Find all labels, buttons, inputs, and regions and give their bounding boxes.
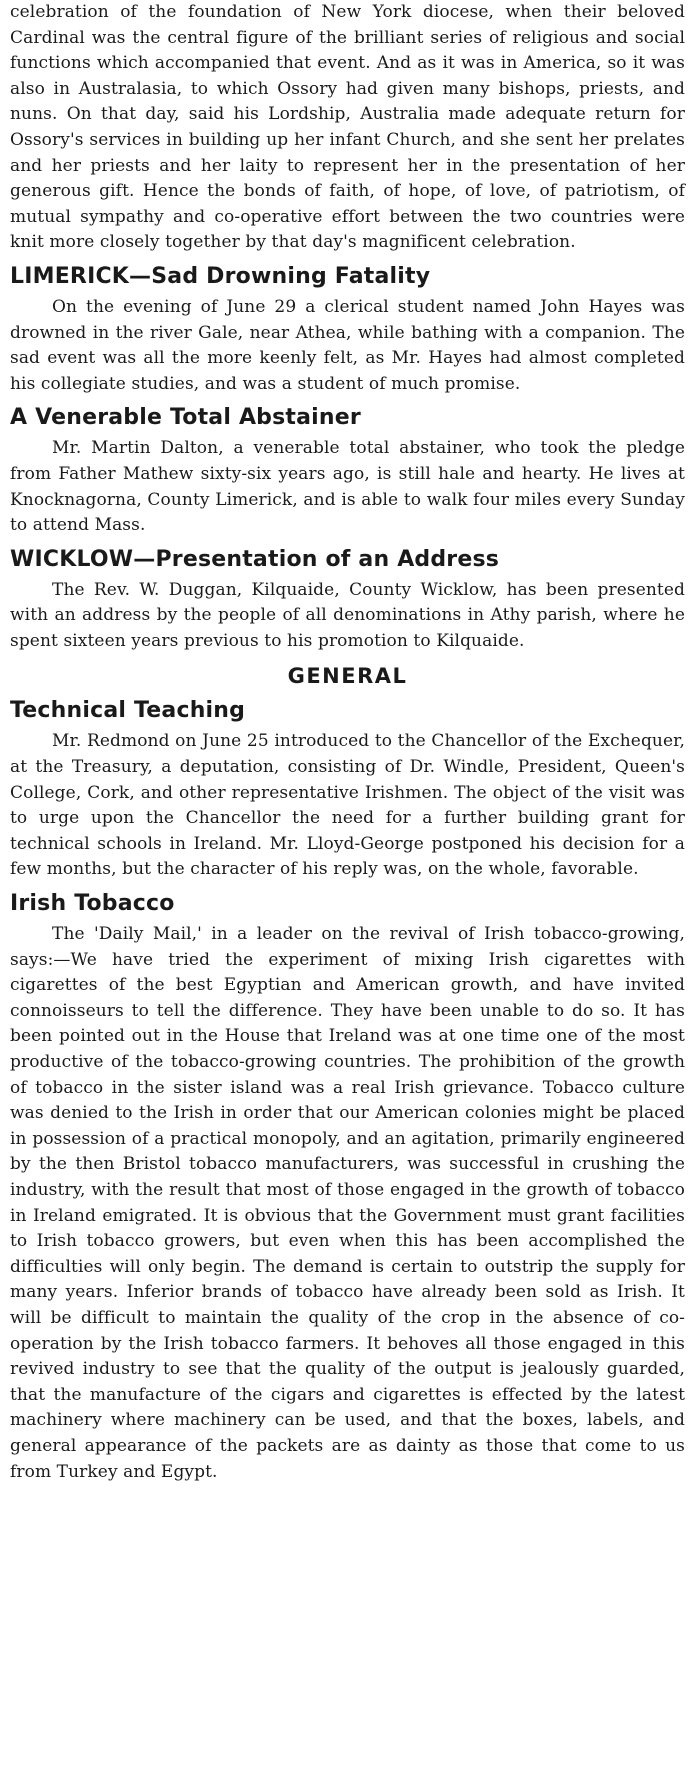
page-column <box>10 0 685 1485</box>
paragraph-technical-teaching: Mr. Redmond on June 25 introduced to the Chancellor of the Exchequer, at the Treasury, a deputation, consisting of Dr. Windle, President, Queen's College, Cork, and other representative Irishmen. The object of the visit was to urge upon the Chancellor the need for a further building grant for technical schools in Ireland. Mr. Lloyd-George postponed his decision for a few months, but the character of his reply was, on the whole, favorable. <box>10 731 685 880</box>
heading-total-abstainer: A Venerable Total Abstainer <box>10 405 361 431</box>
heading-technical-teaching: Technical Teaching <box>10 698 246 724</box>
paragraph-wicklow-address: The Rev. W. Duggan, Kilquaide, County Wicklow, has been presented with an address by the people of all denominations in Athy parish, where he spent sixteen years previous to his promotion to Kilquaide. <box>10 579 685 651</box>
paragraph-ossory-celebration: celebration of the foundation of New York diocese, when their beloved Cardinal was the central figure of the brilliant series of religious and social functions which accompanied that event. And as it was in America, so it was also in Australasia, to which Ossory had given many bishops, priests, and nuns. On that day, said his Lordship, Australia made adequate return for Ossory's services in building up her infant Church, and she sent her prelates and her priests and her laity to represent her in the presentation of her generous gift. Hence the bonds of faith, of hope, of love, of patriotism, of mutual sympathy and co-operative effort between the two countries were knit more closely together by that day's magnificent celebration. <box>10 2 685 253</box>
heading-limerick-drowning: LIMERICK—Sad Drowning Fatality <box>10 263 431 289</box>
section-heading-general: GENERAL <box>287 664 408 689</box>
paragraph-total-abstainer: Mr. Martin Dalton, a venerable total abstainer, who took the pledge from Father Mathew sixty-six years ago, is still hale and hearty. He lives at Knocknagorna, County Limerick, and is able to walk four miles every Sunday to attend Mass. <box>10 438 685 536</box>
paragraph-irish-tobacco: The 'Daily Mail,' in a leader on the revival of Irish tobacco-growing, says:—We have tried the experiment of mixing Irish cigarettes with cigarettes of the best Egyptian and American growth, and have invited connoisseurs to tell the difference. They have been unable to do so. It has been pointed out in the House that Ireland was at one time one of the most productive of the tobacco-growing countries. The prohibition of the growth of tobacco in the sister island was a real Irish grievance. Tobacco culture was denied to the Irish in order that our American colonies might be placed in possession of a practical monopoly, and an agitation, primarily engineered by the then Bristol tobacco manufacturers, was successful in crushing the industry, with the result that most of those engaged in the growth of tobacco in Ireland emigrated. It is obvious that the Government must grant facilities to Irish tobacco growers, but even when this has been accomplished the difficulties will only begin. The demand is certain to outstrip the supply for many years. Inferior brands of tobacco have already been sold as Irish. It will be difficult to maintain the quality of the crop in the absence of co-operation by the Irish tobacco farmers. It behoves all those engaged in this revived industry to see that the quality of the output is jealously guarded, that the manufacture of the cigars and cigarettes is effected by the latest machinery where machinery can be used, and that the boxes, labels, and general appearance of the packets are as dainty as those that come to us from Turkey and Egypt. <box>10 924 685 1482</box>
heading-irish-tobacco: Irish Tobacco <box>10 891 175 917</box>
heading-wicklow-address: WICKLOW—Presentation of an Address <box>10 546 500 572</box>
paragraph-limerick-drowning: On the evening of June 29 a clerical student named John Hayes was drowned in the river Gale, near Athea, while bathing with a companion. The sad event was all the more keenly felt, as Mr. Hayes had almost completed his collegiate studies, and was a student of much promise. <box>10 296 685 394</box>
